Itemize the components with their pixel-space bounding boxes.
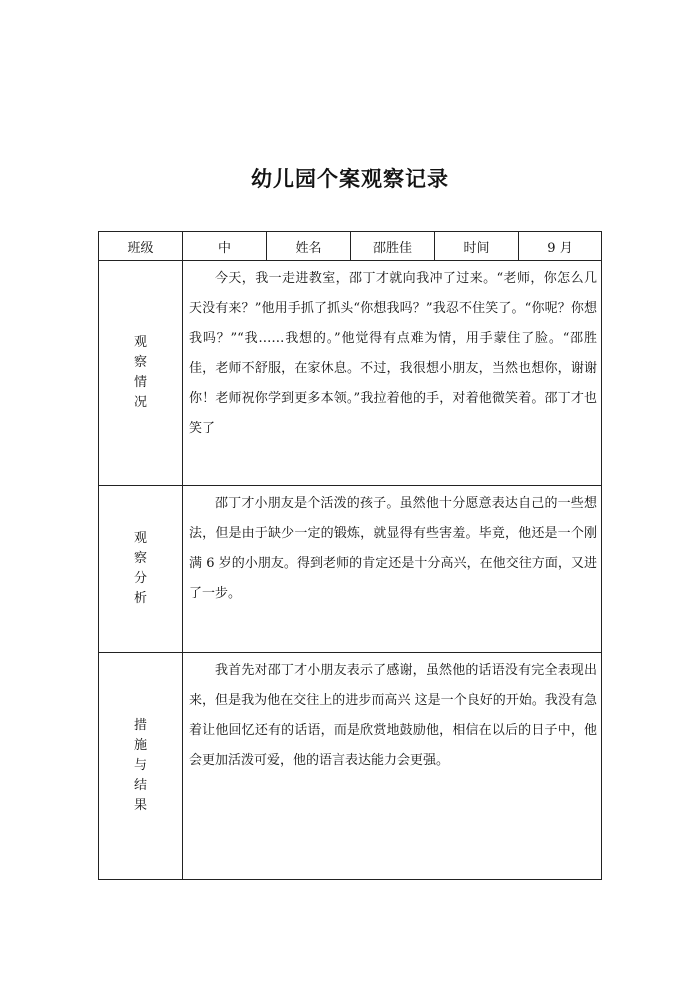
observation-text: 今天，我一走进教室，邵丁才就向我冲了过来。“老师，你怎么几天没有来？”他用手抓了抓头“你想我吗？”我忍不住笑了。“你呢？你想我吗？”“我……我想的。”他觉得有点难为情，用手蒙住了脸。“邵胜佳，老师不舒服，在家休息。不过，我很想小朋友，当然也想你，谢谢你！老师祝你学到更多本领。”我拉着他的手，对着他微笑着。邵丁才也笑了 [189,271,597,436]
analysis-content [183,486,602,653]
analysis-text: 邵丁才小朋友是个活泼的孩子。虽然他十分愿意表达自己的一些想法，但是由于缺少一定的锻炼，就显得有些害羞。毕竟，他还是一个刚满 6 岁的小朋友。得到老师的肯定还是十分高兴，在他交往方面，又进了一步。 [189,496,597,601]
observation-row [99,261,602,486]
measures-content [183,653,602,880]
analysis-label: 观 察 分 析 [99,486,183,653]
name-value: 邵胜佳 [351,232,435,261]
measures-row [99,653,602,880]
class-label: 班级 [99,232,183,261]
header-row [99,232,602,261]
measures-text: 我首先对邵丁才小朋友表示了感谢，虽然他的话语没有完全表现出来，但是我为他在交往上的进步而高兴 这是一个良好的开始。我没有急着让他回忆还有的话语，而是欣赏地鼓励他，相信在以后的日子中，他会更加活泼可爱，他的语言表达能力会更强。 [189,663,597,768]
page-title: 幼儿园个案观察记录 [251,167,449,191]
observation-record-table [98,231,602,880]
analysis-row [99,486,602,653]
time-value: 9 月 [519,232,602,261]
time-label: 时间 [435,232,519,261]
measures-label: 措 施 与 结 果 [99,653,183,880]
observation-label: 观 察 情 况 [99,261,183,486]
name-label: 姓名 [267,232,351,261]
class-value: 中 [183,232,267,261]
observation-content [183,261,602,486]
